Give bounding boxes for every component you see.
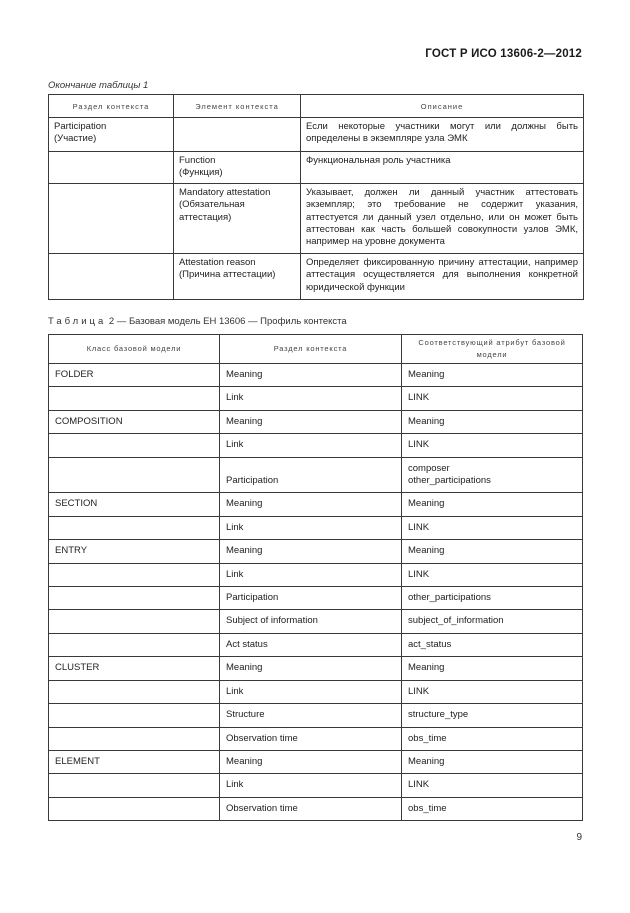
table2-row: [49, 610, 583, 633]
table2-class-cell: COMPOSITION: [49, 410, 220, 433]
table1-element-cell: Function (Функция): [174, 152, 301, 184]
table2-row: [49, 704, 583, 727]
table1-header-row: [49, 95, 584, 118]
table2-row: [49, 364, 583, 387]
table2-attribute-cell: LINK: [402, 516, 583, 539]
table2-class-cell: ELEMENT: [49, 750, 220, 773]
table2-class-cell: [49, 774, 220, 797]
table1-section-cell: [49, 253, 174, 299]
table2-attribute-cell: LINK: [402, 387, 583, 410]
table2-class-cell: FOLDER: [49, 364, 220, 387]
table1-section-cell: Participation (Участие): [49, 118, 174, 152]
table2-class-cell: [49, 797, 220, 820]
table2-col-header: Раздел контекста: [220, 335, 402, 364]
table2-class-cell: [49, 704, 220, 727]
table2-row: [49, 457, 583, 493]
table2-section-cell: Link: [220, 680, 402, 703]
table1-col-header: Описание: [301, 95, 584, 118]
table2-caption-prefix: Таблица: [48, 316, 107, 327]
table2-section-cell: Meaning: [220, 750, 402, 773]
table2-caption: [48, 316, 347, 327]
table2-section-cell: Observation time: [220, 797, 402, 820]
table1-element-cell: Attestation reason (Причина аттестации): [174, 253, 301, 299]
table2-class-cell: [49, 727, 220, 750]
table2-section-cell: Link: [220, 434, 402, 457]
table2-attribute-cell: other_participations: [402, 587, 583, 610]
table2-class-cell: [49, 610, 220, 633]
table2-class-cell: [49, 633, 220, 656]
table2-class-cell: [49, 563, 220, 586]
table2-section-cell: Link: [220, 516, 402, 539]
context-profile-table: [48, 334, 583, 821]
table1-col-header: Элемент контекста: [174, 95, 301, 118]
table2-attribute-cell: LINK: [402, 563, 583, 586]
table2-attribute-cell: Meaning: [402, 657, 583, 680]
table2-section-cell: Meaning: [220, 493, 402, 516]
table2-class-cell: [49, 680, 220, 703]
table1-description-cell: Если некоторые участники могут или должны быть определены в экземпляре узла ЭМК: [301, 118, 584, 152]
table2-attribute-cell: subject_of_information: [402, 610, 583, 633]
table1-description-cell: Указывает, должен ли данный участник аттестовать экземпляр; это требование не содержит указания, аттестуется ли данный узел отдельно, или он может быть аттестован как часть большей совокупности узлов ЭМК, например на уровне документа: [301, 183, 584, 253]
table2-section-cell: Act status: [220, 633, 402, 656]
table1-section-cell: [49, 152, 174, 184]
table2-row: [49, 727, 583, 750]
table2-row: [49, 750, 583, 773]
table1-element-cell: Mandatory attestation (Обязательная аттестация): [174, 183, 301, 253]
table2-row: [49, 633, 583, 656]
table2-row: [49, 434, 583, 457]
table2-section-cell: Participation: [220, 457, 402, 493]
table2-section-cell: Participation: [220, 587, 402, 610]
table2-attribute-cell: Meaning: [402, 493, 583, 516]
table2-attribute-cell: act_status: [402, 633, 583, 656]
table2-attribute-cell: obs_time: [402, 727, 583, 750]
table2-attribute-cell: Meaning: [402, 750, 583, 773]
table2-row: [49, 587, 583, 610]
table1-row: [49, 152, 584, 184]
table2-section-cell: Structure: [220, 704, 402, 727]
table2-row: [49, 797, 583, 820]
table2-section-cell: Meaning: [220, 540, 402, 563]
table1-col-header: Раздел контекста: [49, 95, 174, 118]
table2-attribute-cell: composer other_participations: [402, 457, 583, 493]
table2-row: [49, 563, 583, 586]
table2-row: [49, 657, 583, 680]
table2-row: [49, 493, 583, 516]
table1-description-cell: Функциональная роль участника: [301, 152, 584, 184]
table2-class-cell: [49, 434, 220, 457]
table1-description-cell: Определяет фиксированную причину аттестации, например аттестация осуществляется для выполнения конкретной юридической функции: [301, 253, 584, 299]
table2-attribute-cell: LINK: [402, 434, 583, 457]
table2-col-header: Соответствующий атрибут базовой модели: [402, 335, 583, 364]
context-table-continued: [48, 94, 584, 300]
table2-attribute-cell: Meaning: [402, 410, 583, 433]
table1-row: [49, 183, 584, 253]
table2-section-cell: Link: [220, 387, 402, 410]
page-number: 9: [576, 832, 582, 843]
table2-section-cell: Meaning: [220, 364, 402, 387]
table2-class-cell: [49, 516, 220, 539]
table2-section-cell: Link: [220, 563, 402, 586]
table2-section-cell: Meaning: [220, 410, 402, 433]
table2-attribute-cell: Meaning: [402, 364, 583, 387]
table2-attribute-cell: structure_type: [402, 704, 583, 727]
table1-caption: Окончание таблицы 1: [48, 80, 149, 91]
table2-row: [49, 774, 583, 797]
table2-class-cell: [49, 457, 220, 493]
table2-row: [49, 540, 583, 563]
standard-designation: ГОСТ Р ИСО 13606-2—2012: [425, 48, 582, 60]
table2-row: [49, 516, 583, 539]
table2-row: [49, 410, 583, 433]
table2-row: [49, 387, 583, 410]
table2-class-cell: [49, 587, 220, 610]
table2-section-cell: Subject of information: [220, 610, 402, 633]
table2-class-cell: [49, 387, 220, 410]
table2-header-row: [49, 335, 583, 364]
table2-attribute-cell: obs_time: [402, 797, 583, 820]
table2-attribute-cell: Meaning: [402, 540, 583, 563]
table2-section-cell: Meaning: [220, 657, 402, 680]
table1-section-cell: [49, 183, 174, 253]
table1-element-cell: [174, 118, 301, 152]
table1-row: [49, 253, 584, 299]
table2-class-cell: ENTRY: [49, 540, 220, 563]
table2-col-header: Класс базовой модели: [49, 335, 220, 364]
table2-section-cell: Observation time: [220, 727, 402, 750]
table2-class-cell: SECTION: [49, 493, 220, 516]
table1-row: [49, 118, 584, 152]
table2-attribute-cell: LINK: [402, 774, 583, 797]
table2-class-cell: CLUSTER: [49, 657, 220, 680]
table2-attribute-cell: LINK: [402, 680, 583, 703]
table2-section-cell: Link: [220, 774, 402, 797]
table2-caption-text: 2 — Базовая модель ЕН 13606 — Профиль контекста: [106, 316, 347, 327]
table2-row: [49, 680, 583, 703]
